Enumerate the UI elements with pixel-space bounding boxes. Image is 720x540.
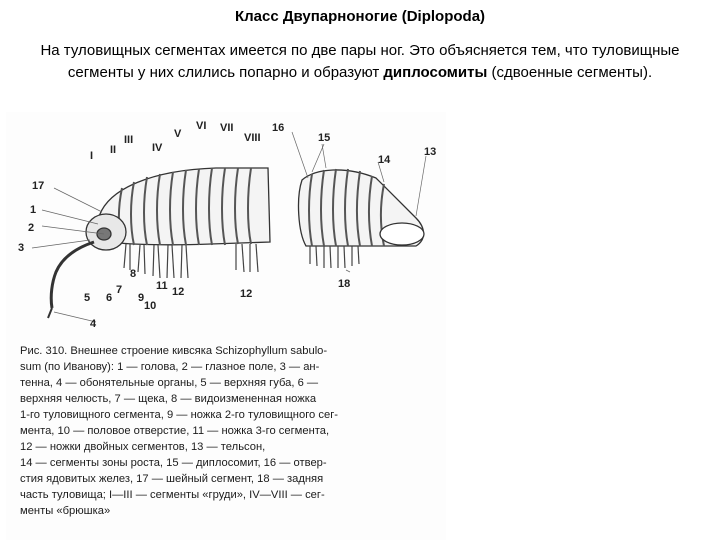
intro-bold-term: диплосомиты — [383, 64, 488, 81]
caption-line: верхняя челюсть, 7 — щека, 8 — видоизмененная ножка — [20, 393, 317, 405]
label-VII: VII — [220, 122, 234, 134]
label-VIII: VIII — [244, 132, 261, 144]
label-11: 11 — [156, 280, 168, 292]
intro-text-before: На туловищных сегментах имеется по две пары ног. Это объясняется тем, что туловищные сегменты у них слились попарно и образуют — [40, 42, 680, 81]
caption-line: часть туловища; I—III — сегменты «груди», IV—VIII — сег- — [20, 489, 325, 501]
intro-paragraph — [22, 40, 698, 84]
millipede-figure — [6, 112, 446, 540]
label-V: V — [174, 128, 182, 140]
label-6: 6 — [106, 292, 113, 304]
label-1: 1 — [30, 204, 37, 216]
label-3: 3 — [18, 242, 25, 254]
caption-line: 1-го туловищного сегмента, 9 — ножка 2-го туловищного сег- — [20, 409, 338, 421]
label-2: 2 — [28, 222, 35, 234]
figure-caption — [20, 344, 440, 520]
label-14: 14 — [378, 154, 391, 166]
label-12-left: 12 — [172, 286, 185, 298]
millipede-drawing — [6, 112, 446, 342]
label-4: 4 — [90, 318, 97, 330]
label-II: II — [110, 144, 117, 156]
label-IV: IV — [152, 142, 163, 154]
caption-line: стия ядовитых желез, 17 — шейный сегмент, 18 — задняя — [20, 473, 324, 485]
label-7: 7 — [116, 284, 123, 296]
caption-line: 12 — ножки двойных сегментов, 13 — тельсон, — [20, 441, 266, 453]
label-18: 18 — [338, 278, 351, 290]
label-16: 16 — [272, 122, 285, 134]
label-15: 15 — [318, 132, 331, 144]
label-III: III — [124, 134, 134, 146]
label-8: 8 — [130, 268, 137, 280]
slide-title: Класс Двупарноногие (Diplopoda) — [234, 8, 486, 25]
label-5: 5 — [84, 292, 91, 304]
label-17: 17 — [32, 180, 45, 192]
caption-line: Рис. 310. Внешнее строение кивсяка Schizophyllum sabulo- — [20, 345, 328, 357]
label-10: 10 — [144, 300, 157, 312]
caption-line: мента, 10 — половое отверстие, 11 — ножка 3-го сегмента, — [20, 425, 330, 437]
caption-line: менты «брюшка» — [20, 505, 111, 517]
caption-line: 14 — сегменты зоны роста, 15 — диплосомит, 16 — отвер- — [20, 457, 327, 469]
label-VI: VI — [196, 120, 207, 132]
label-I: I — [90, 150, 94, 162]
intro-text-after: (сдвоенные сегменты). — [487, 64, 653, 81]
label-9: 9 — [138, 292, 145, 304]
label-13: 13 — [424, 146, 437, 158]
label-12-right: 12 — [240, 288, 253, 300]
caption-line: тенна, 4 — обонятельные органы, 5 — верхняя губа, 6 — — [20, 377, 319, 389]
caption-line: sum (по Иванову): 1 — голова, 2 — глазное поле, 3 — ан- — [20, 361, 320, 373]
